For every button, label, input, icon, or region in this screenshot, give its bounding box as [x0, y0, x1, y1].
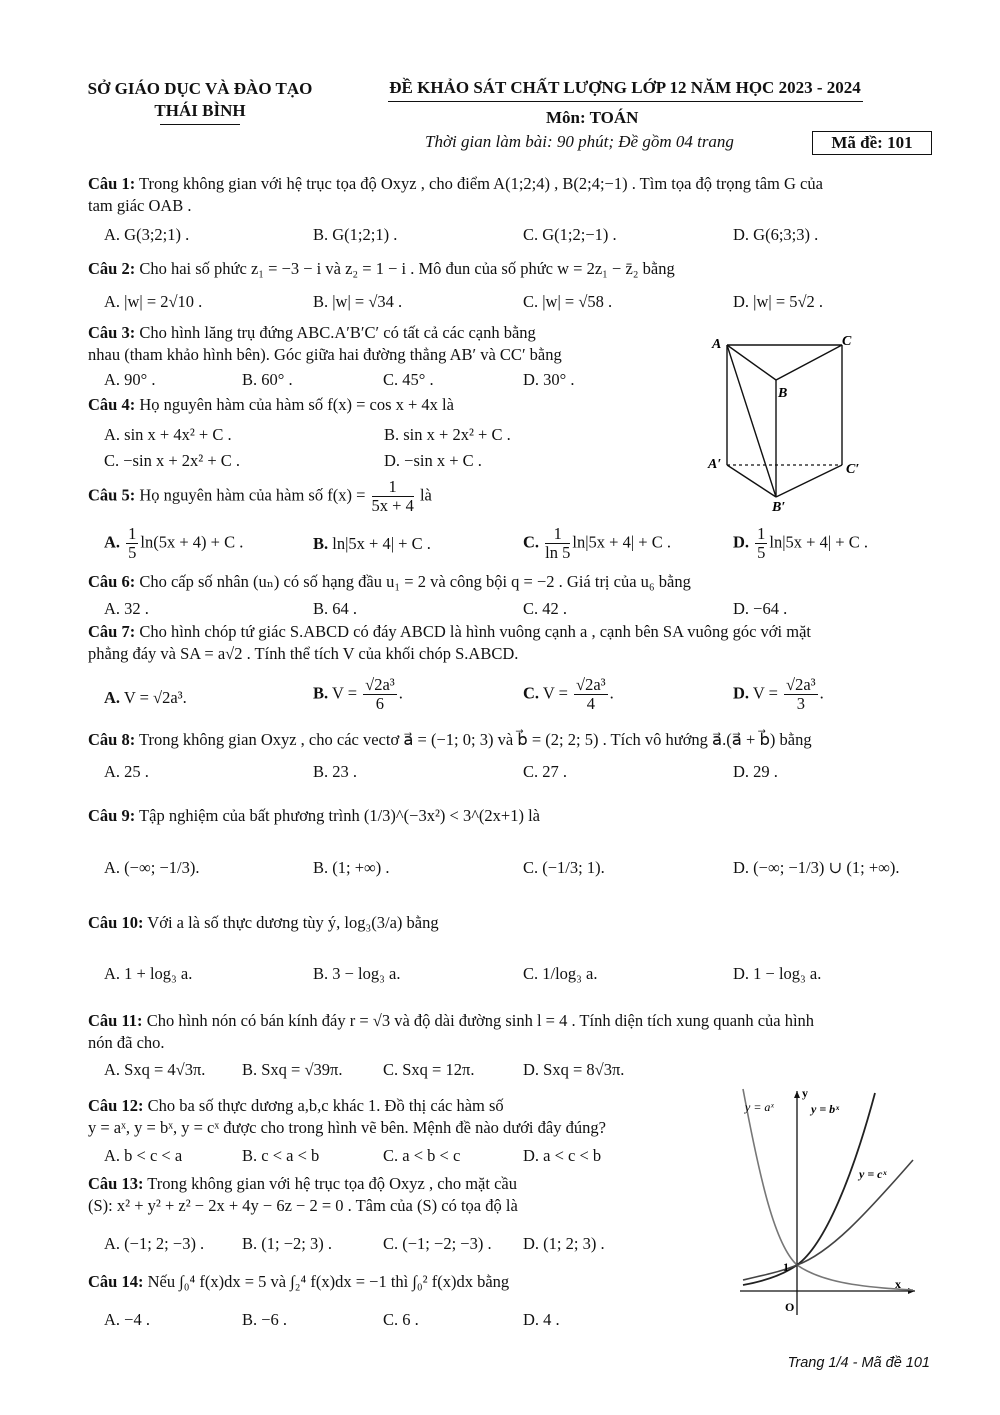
- question-14: [88, 1271, 688, 1293]
- question-text-2: tam giác OAB .: [88, 196, 192, 215]
- question-text: Trong không gian Oxyz , cho các vectơ a⃗ = (−1; 0; 3) và b⃗ = (2; 2; 5) . Tích vô hướng a⃗.(a⃗ + b⃗) bằng: [139, 730, 812, 749]
- option-c[interactable]: C. (−1; −2; −3) .: [383, 1234, 492, 1253]
- option-text: ln|5x + 4| + C .: [332, 534, 431, 553]
- label-b-prime: B′: [772, 500, 786, 515]
- page-footer: Trang 1/4 - Mã đề 101: [787, 1355, 930, 1371]
- option-a[interactable]: A. 25 .: [104, 762, 149, 781]
- question-text-2: (S): x² + y² + z² − 2x + 4y − 6z − 2 = 0 . Tâm của (S) có tọa độ là: [88, 1196, 518, 1215]
- question-13: [88, 1173, 688, 1217]
- question-label: Câu 7:: [88, 622, 136, 641]
- coef-num: 1: [545, 525, 570, 544]
- question-label: Câu 8:: [88, 730, 136, 749]
- option-a[interactable]: A. G(3;2;1) .: [104, 225, 190, 244]
- coef-num: 1: [757, 524, 766, 543]
- option-text: V = √2a³.: [123, 688, 187, 707]
- question-text: Cho hình lăng trụ đứng ABC.A′B′C′ có tất cả các cạnh bằng: [139, 323, 536, 342]
- question-text: Tập nghiệm của bất phương trình (1/3)^(−3x²) < 3^(2x+1) là: [139, 806, 541, 825]
- question-text: Trong không gian với hệ trục tọa độ Oxyz , cho mặt cầu: [147, 1174, 517, 1193]
- exam-title: ĐỀ KHẢO SÁT CHẤT LƯỢNG LỚP 12 NĂM HỌC 2023 - 2024: [389, 78, 861, 97]
- question-text: Với a là số thực dương tùy ý, log₃(3/a) bằng: [147, 913, 439, 932]
- subject: Môn: TOÁN: [546, 108, 639, 127]
- exponential-graph: [735, 1085, 920, 1320]
- y-axis-arrow-icon: [794, 1091, 800, 1098]
- option-coef: [545, 525, 570, 562]
- prism-top-face: [727, 345, 842, 380]
- label-b: B: [778, 386, 788, 401]
- department-name: SỞ GIÁO DỤC VÀ ĐÀO TẠO: [87, 79, 313, 98]
- label-y-bx: y = bˣ: [811, 1102, 840, 1116]
- label-c: C: [842, 334, 852, 349]
- option-b[interactable]: B. Sxq = √39π.: [242, 1060, 343, 1079]
- time-info: Thời gian làm bài: 90 phút; Đề gồm 04 trang: [425, 132, 734, 151]
- option-d[interactable]: [733, 525, 868, 562]
- option-letter: A.: [104, 688, 121, 707]
- option-d[interactable]: D. −64 .: [733, 599, 788, 618]
- option-b[interactable]: B. c < a < b: [242, 1146, 320, 1165]
- question-label: Câu 9:: [88, 806, 136, 825]
- option-b[interactable]: B. −6 .: [242, 1310, 288, 1329]
- option-letter: D.: [733, 683, 750, 703]
- option-a[interactable]: A. 32 .: [104, 599, 149, 618]
- option-letter: C.: [523, 532, 540, 552]
- question-label: Câu 6:: [88, 572, 136, 591]
- option-d[interactable]: D. 4 .: [523, 1310, 560, 1329]
- question-text: Trong không gian với hệ trục tọa độ Oxyz , cho điểm A(1;2;4) , B(2;4;−1) . Tìm tọa độ trọng tâm G của: [139, 174, 823, 193]
- option-d[interactable]: D. 1 − log₃ a.: [733, 964, 822, 983]
- option-fraction: [784, 676, 818, 713]
- option-c[interactable]: C. 45° .: [383, 370, 434, 389]
- question-text: Cho ba số thực dương a,b,c khác 1. Đồ thị các hàm số: [147, 1096, 504, 1115]
- frac-num: √2a³: [786, 675, 816, 694]
- option-b[interactable]: B. 23 .: [313, 762, 358, 781]
- option-text: ln(5x + 4) + C .: [140, 532, 244, 552]
- option-d[interactable]: D. 29 .: [733, 762, 778, 781]
- option-b[interactable]: [313, 534, 431, 554]
- question-text-2: phẳng đáy và SA = a√2 . Tính thể tích V của khối chóp S.ABCD.: [88, 644, 519, 663]
- option-a[interactable]: A. 90° .: [104, 370, 156, 389]
- coef-den: 5: [128, 543, 137, 562]
- option-letter: A.: [104, 532, 121, 552]
- question-2: [88, 258, 933, 280]
- option-b[interactable]: B. 3 − log₃ a.: [313, 964, 401, 983]
- question-4: [88, 394, 648, 416]
- label-y-ax: y = aˣ: [745, 1100, 774, 1114]
- option-c[interactable]: C. |w| = √58 .: [523, 292, 613, 311]
- option-a[interactable]: A. −4 .: [104, 1310, 150, 1329]
- option-b[interactable]: B. 60° .: [242, 370, 293, 389]
- frac-num: √2a³: [365, 675, 395, 694]
- exam-code-box: Mã đề: 101: [812, 131, 932, 155]
- question-12: [88, 1095, 688, 1139]
- question-label: Câu 11:: [88, 1011, 143, 1030]
- option-a[interactable]: A. (−∞; −1/3).: [104, 858, 200, 877]
- question-11: [88, 1010, 933, 1054]
- label-origin: O: [785, 1300, 795, 1314]
- question-text: Cho hai số phức z₁ = −3 − i và z₂ = 1 − i . Mô đun của số phức w = 2z₁ − z̄₂ bằng: [139, 259, 675, 278]
- label-a-prime: A′: [708, 457, 722, 472]
- option-c[interactable]: C. 1/log₃ a.: [523, 964, 598, 983]
- question-text: Họ nguyên hàm của hàm số f(x) =: [139, 485, 366, 505]
- question-text-2: y = aˣ, y = bˣ, y = cˣ được cho trong hình vẽ bên. Mệnh đề nào dưới đây đúng?: [88, 1118, 606, 1137]
- question-10: [88, 912, 933, 934]
- question-text-2: nhau (tham khảo hình bên). Góc giữa hai đường thẳng AB′ và CC′ bằng: [88, 345, 562, 364]
- option-a[interactable]: A. (−1; 2; −3) .: [104, 1234, 205, 1253]
- option-letter: D.: [733, 532, 750, 552]
- label-one: 1: [783, 1260, 789, 1274]
- option-a[interactable]: [104, 688, 187, 708]
- option-fraction: [574, 676, 608, 713]
- option-a[interactable]: A. |w| = 2√10 .: [104, 292, 203, 311]
- option-text: ln|5x + 4| + C .: [572, 532, 671, 552]
- question-3: [88, 322, 648, 366]
- question-7: [88, 621, 933, 665]
- option-b[interactable]: B. 64 .: [313, 599, 358, 618]
- frac-den: 3: [796, 694, 805, 713]
- fraction-numerator: 1: [372, 478, 414, 497]
- frac-num: √2a³: [576, 675, 606, 694]
- option-letter: B.: [313, 534, 329, 553]
- curve-b-x: [743, 1093, 875, 1285]
- option-c[interactable]: C. −sin x + 2x² + C .: [104, 451, 241, 470]
- option-letter: B.: [313, 683, 329, 703]
- option-c[interactable]: C. G(1;2;−1) .: [523, 225, 617, 244]
- option-c[interactable]: C. V = $\frac{\text{√2a³}}{4}$ .: [523, 675, 614, 713]
- title-underline: [388, 101, 863, 102]
- option-d[interactable]: D. 30° .: [523, 370, 575, 389]
- question-6: [88, 571, 933, 593]
- question-text: Nếu ∫₀⁴ f(x)dx = 5 và ∫₂⁴ f(x)dx = −1 thì ∫₀² f(x)dx bằng: [147, 1272, 510, 1291]
- province-underline: [160, 124, 240, 125]
- option-text: ln|5x + 4| + C .: [769, 532, 868, 552]
- option-c[interactable]: C. (−1/3; 1).: [523, 858, 605, 877]
- option-b[interactable]: B. (1; +∞) .: [313, 858, 390, 877]
- frac-den: 4: [586, 694, 595, 713]
- label-y-cx: y = cˣ: [859, 1167, 887, 1181]
- option-b[interactable]: B. G(1;2;1) .: [313, 225, 398, 244]
- question-text: Cho hình chóp tứ giác S.ABCD có đáy ABCD là hình vuông cạnh a , cạnh bên SA vuông góc với mặt: [139, 622, 811, 641]
- option-coef: [755, 525, 767, 562]
- prism-edge-ab-bottom: [727, 465, 776, 497]
- frac-den: 6: [375, 694, 385, 713]
- label-a: A: [712, 337, 722, 352]
- option-b[interactable]: B. V = $\frac{\text{√2a³}}{6}$ .: [313, 675, 403, 713]
- option-b[interactable]: B. (1; −2; 3) .: [242, 1234, 332, 1253]
- fraction-denominator: 5x + 4: [371, 496, 414, 515]
- label-c-prime: C′: [846, 462, 860, 477]
- option-c[interactable]: C. 6 .: [383, 1310, 419, 1329]
- option-c[interactable]: C. a < b < c: [383, 1146, 461, 1165]
- option-c[interactable]: [523, 525, 671, 562]
- question-label: Câu 3:: [88, 323, 136, 342]
- province-name: THÁI BÌNH: [154, 101, 246, 120]
- x-axis-arrow-icon: [908, 1288, 915, 1294]
- question-1: [88, 173, 933, 217]
- fraction: [372, 478, 414, 515]
- option-d[interactable]: D. Sxq = 8√3π.: [523, 1060, 625, 1079]
- question-8: [88, 729, 933, 751]
- option-d[interactable]: D. V = $\frac{\text{√2a³}}{3}$ .: [733, 675, 824, 713]
- question-label: Câu 12:: [88, 1096, 144, 1115]
- option-d[interactable]: D. (−∞; −1/3) ∪ (1; +∞).: [733, 858, 900, 877]
- coef-num: 1: [128, 524, 137, 543]
- option-c[interactable]: C. 42 .: [523, 599, 568, 618]
- question-label: Câu 13:: [88, 1174, 144, 1193]
- option-coef: [126, 525, 138, 562]
- curve-c-x: [743, 1160, 913, 1280]
- label-y-axis: y: [802, 1086, 808, 1100]
- option-c[interactable]: C. Sxq = 12π.: [383, 1060, 475, 1079]
- question-5: [88, 478, 648, 515]
- coef-den: ln 5: [545, 543, 571, 562]
- question-text-2: nón đã cho.: [88, 1033, 165, 1052]
- question-label: Câu 14:: [88, 1272, 144, 1291]
- option-b[interactable]: B. |w| = √34 .: [313, 292, 403, 311]
- option-a[interactable]: [104, 525, 243, 562]
- header-right: [385, 78, 865, 102]
- question-text: Cho hình nón có bán kính đáy r = √3 và độ dài đường sinh l = 4 . Tính diện tích xung quanh của hình: [146, 1011, 815, 1030]
- prism-figure: [700, 325, 870, 515]
- label-x-axis: x: [895, 1277, 901, 1291]
- option-d[interactable]: D. −sin x + C .: [384, 451, 482, 470]
- question-label: Câu 5:: [88, 485, 136, 505]
- question-label: Câu 2:: [88, 259, 136, 278]
- option-a[interactable]: A. Sxq = 4√3π.: [104, 1060, 206, 1079]
- prism-diagonal-ab-prime: [727, 345, 776, 497]
- question-text: Họ nguyên hàm của hàm số f(x) = cos x + 4x là: [139, 395, 454, 414]
- header-left: [80, 78, 320, 125]
- option-letter: C.: [523, 683, 540, 703]
- coef-den: 5: [757, 543, 766, 562]
- option-b[interactable]: B. sin x + 2x² + C .: [384, 425, 511, 444]
- question-label: Câu 4:: [88, 395, 136, 414]
- option-d[interactable]: D. a < c < b: [523, 1146, 602, 1165]
- option-d[interactable]: D. |w| = 5√2 .: [733, 292, 824, 311]
- prism-edge-cb-bottom: [776, 465, 842, 497]
- option-a[interactable]: A. sin x + 4x² + C .: [104, 425, 232, 444]
- option-fraction: [363, 676, 397, 713]
- question-text-after: là: [419, 485, 432, 505]
- option-c[interactable]: C. 27 .: [523, 762, 568, 781]
- option-d[interactable]: D. G(6;3;3) .: [733, 225, 819, 244]
- option-a[interactable]: A. b < c < a: [104, 1146, 183, 1165]
- question-label: Câu 1:: [88, 174, 136, 193]
- question-9: [88, 805, 933, 827]
- question-label: Câu 10:: [88, 913, 144, 932]
- option-d[interactable]: D. (1; 2; 3) .: [523, 1234, 605, 1253]
- option-a[interactable]: A. 1 + log₃ a.: [104, 964, 193, 983]
- question-text: Cho cấp số nhân (uₙ) có số hạng đầu u₁ = 2 và công bội q = −2 . Giá trị của u₆ bằng: [139, 572, 691, 591]
